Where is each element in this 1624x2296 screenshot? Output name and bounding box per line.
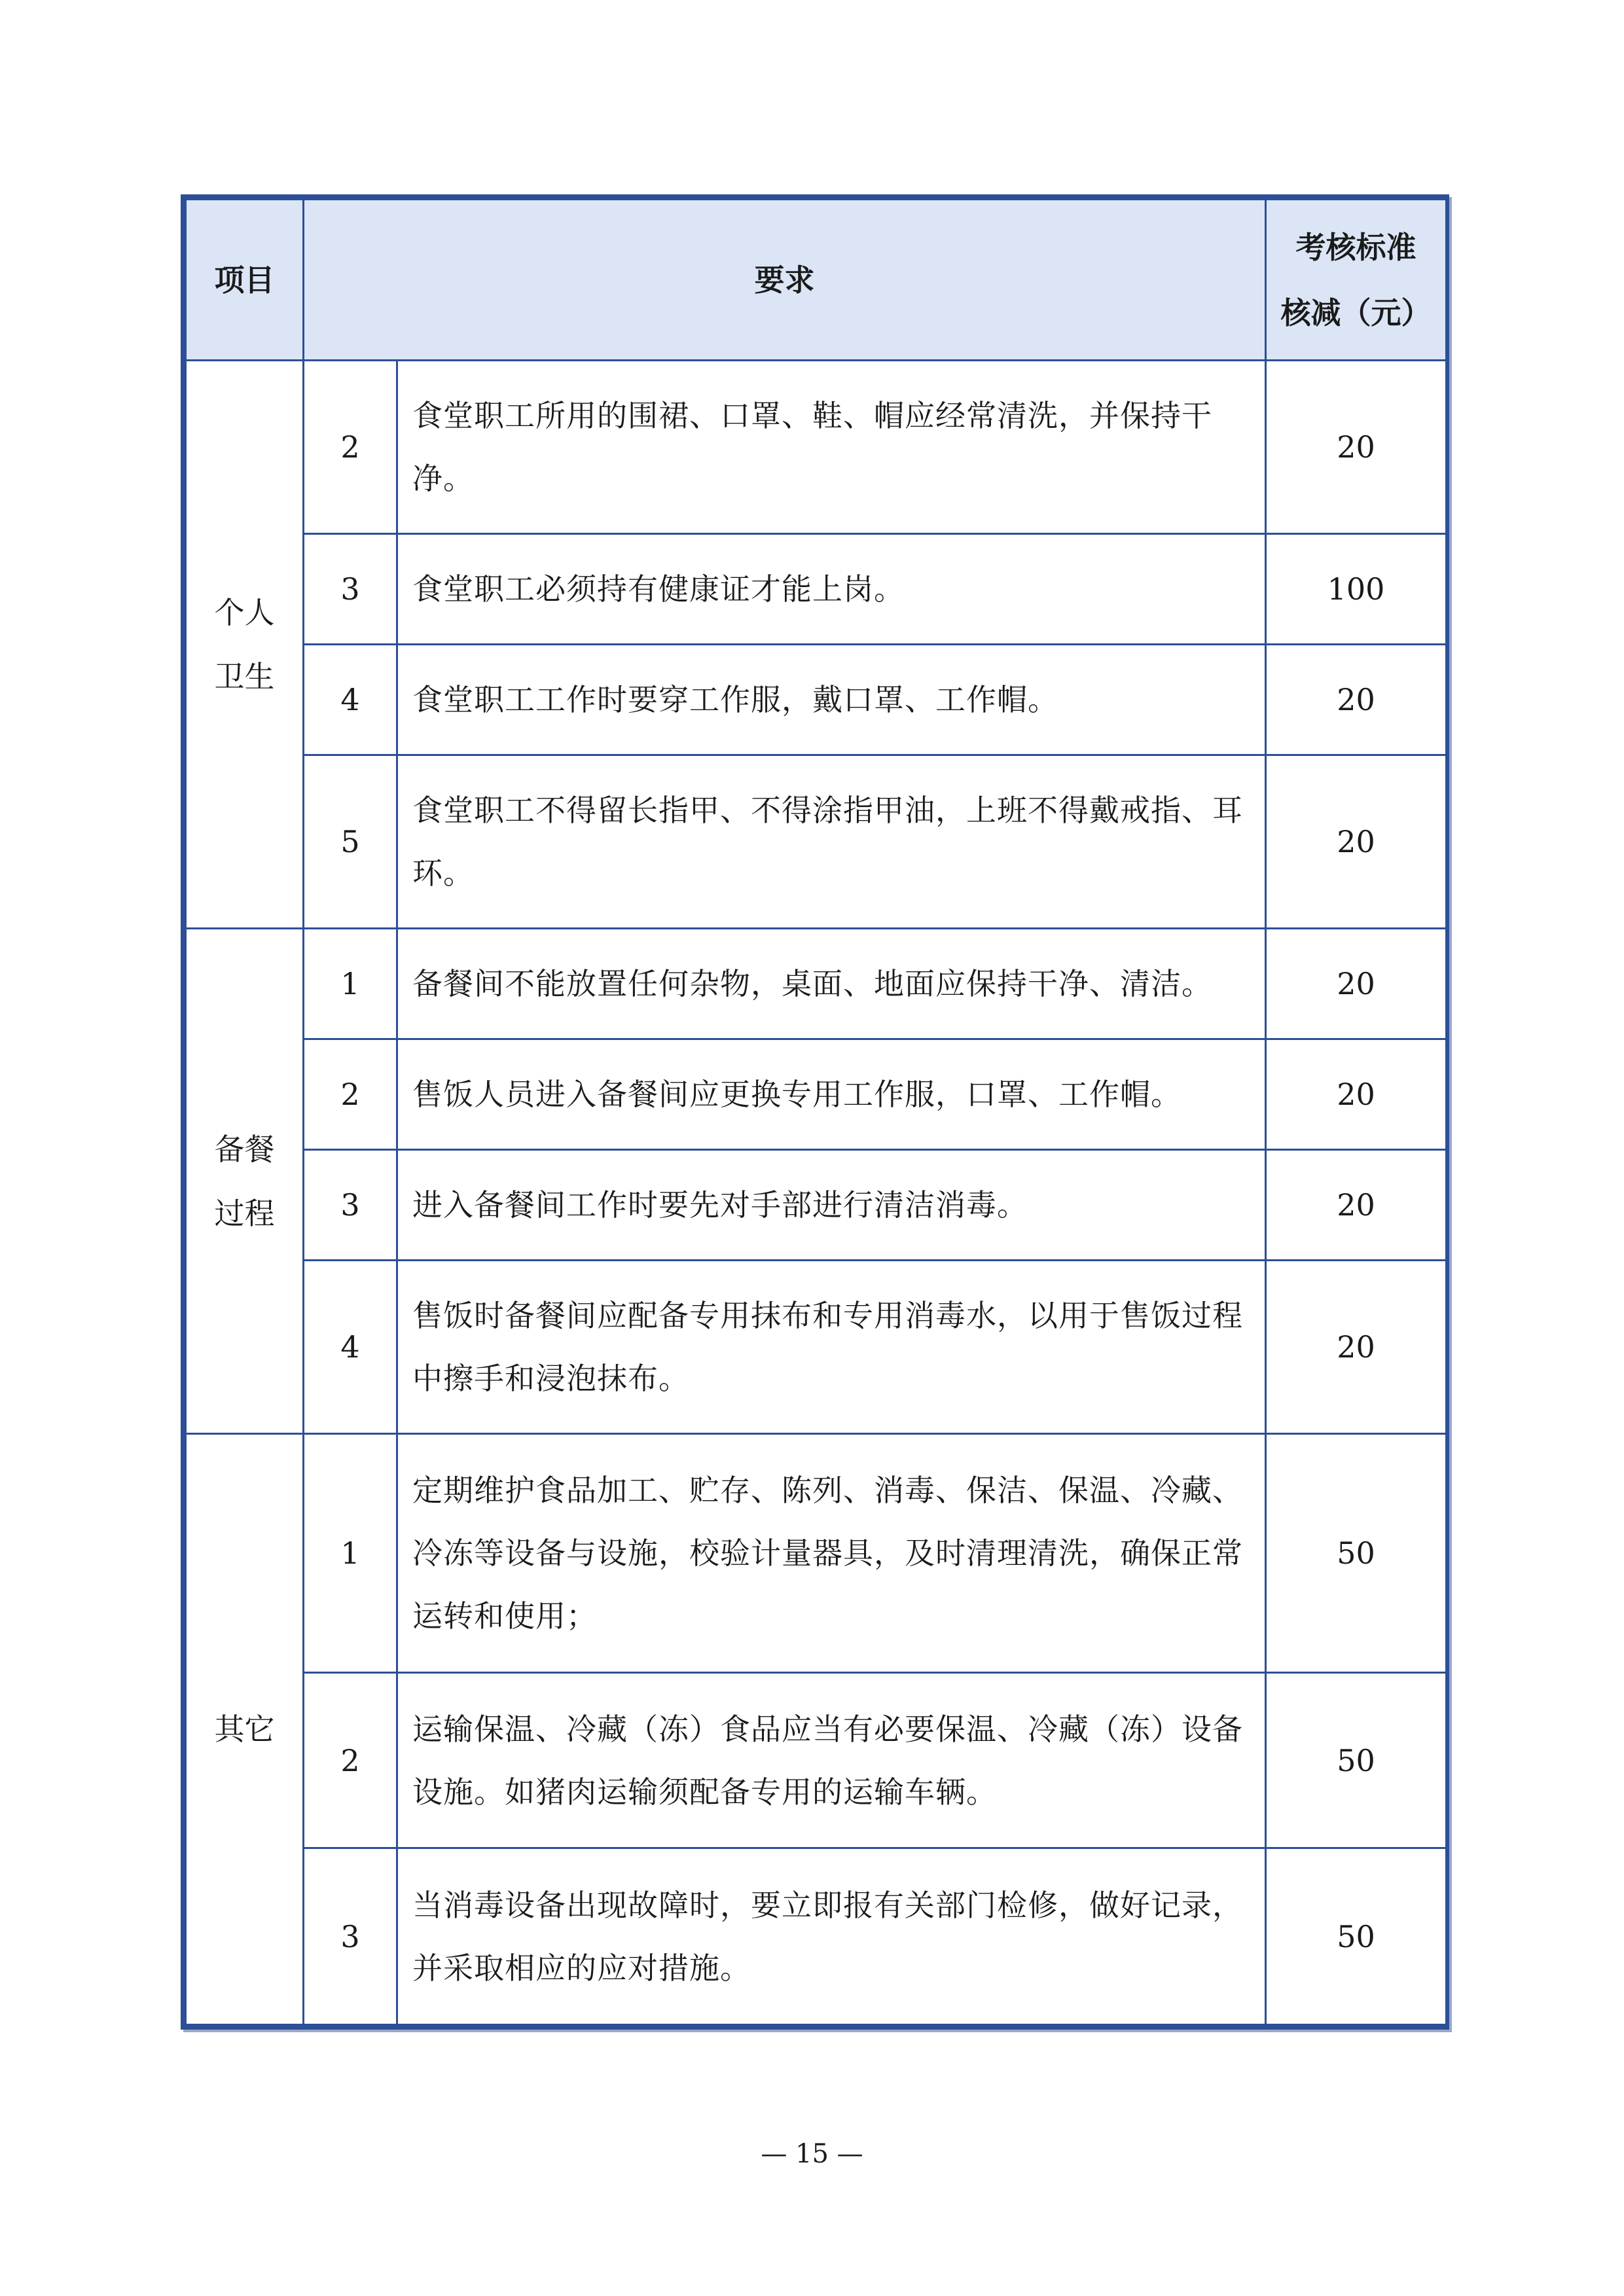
row-number: 4: [304, 645, 397, 755]
row-number: 2: [304, 1039, 397, 1150]
requirement-text: 售饭人员进入备餐间应更换专用工作服，口罩、工作帽。: [397, 1039, 1266, 1150]
score-value: 20: [1266, 1150, 1447, 1261]
header-score-line2: 核减（元）: [1280, 295, 1432, 331]
header-project: 项目: [186, 200, 304, 361]
row-number: 5: [304, 755, 397, 929]
row-number: 4: [304, 1261, 397, 1434]
requirement-text: 食堂职工所用的围裙、口罩、鞋、帽应经常清洗，并保持干净。: [397, 361, 1266, 534]
score-value: 20: [1266, 929, 1447, 1039]
row-number: 1: [304, 929, 397, 1039]
score-value: 50: [1266, 1434, 1447, 1673]
table-row: [186, 1039, 1447, 1150]
category-cell: [186, 929, 304, 1434]
table-row: [186, 645, 1447, 755]
requirement-text: 运输保温、冷藏（冻）食品应当有必要保温、冷藏（冻）设备设施。如猪肉运输须配备专用的运输车辆。: [397, 1673, 1266, 1848]
category-label: 备餐过程: [214, 1131, 275, 1231]
score-value: 20: [1266, 361, 1447, 534]
score-value: 50: [1266, 1848, 1447, 2025]
score-value: 20: [1266, 1261, 1447, 1434]
category-cell: [186, 361, 304, 929]
row-number: 1: [304, 1434, 397, 1673]
header-score-line1: 考核标准: [1295, 229, 1416, 265]
row-number: 2: [304, 1673, 397, 1848]
table-row: [186, 929, 1447, 1039]
table-row: [186, 1848, 1447, 2025]
score-value: 20: [1266, 755, 1447, 929]
header-row: [186, 200, 1447, 361]
page-number: — 15 —: [761, 2139, 863, 2169]
requirement-text: 售饭时备餐间应配备专用抹布和专用消毒水，以用于售饭过程中擦手和浸泡抹布。: [397, 1261, 1266, 1434]
requirement-text: 食堂职工不得留长指甲、不得涂指甲油，上班不得戴戒指、耳环。: [397, 755, 1266, 929]
requirement-text: 食堂职工必须持有健康证才能上岗。: [397, 534, 1266, 645]
requirement-text: 当消毒设备出现故障时，要立即报有关部门检修，做好记录，并采取相应的应对措施。: [397, 1848, 1266, 2025]
row-number: 2: [304, 361, 397, 534]
header-requirement: 要求: [304, 200, 1266, 361]
requirement-text: 备餐间不能放置任何杂物，桌面、地面应保持干净、清洁。: [397, 929, 1266, 1039]
table-row: [186, 755, 1447, 929]
score-value: 50: [1266, 1673, 1447, 1848]
table-row: [186, 1261, 1447, 1434]
assessment-table-grid: [185, 198, 1447, 2026]
table-row: [186, 361, 1447, 534]
table-row: [186, 1434, 1447, 1673]
row-number: 3: [304, 534, 397, 645]
category-label: 个人卫生: [214, 594, 275, 694]
table-row: [186, 534, 1447, 645]
requirement-text: 食堂职工工作时要穿工作服，戴口罩、工作帽。: [397, 645, 1266, 755]
row-number: 3: [304, 1848, 397, 2025]
score-value: 20: [1266, 645, 1447, 755]
table-row: [186, 1150, 1447, 1261]
assessment-table: [181, 194, 1449, 2030]
category-label: 其它: [214, 1712, 275, 1747]
category-cell: [186, 1434, 304, 2025]
requirement-text: 进入备餐间工作时要先对手部进行清洁消毒。: [397, 1150, 1266, 1261]
row-number: 3: [304, 1150, 397, 1261]
header-score: [1266, 200, 1447, 361]
score-value: 20: [1266, 1039, 1447, 1150]
table-row: [186, 1673, 1447, 1848]
score-value: 100: [1266, 534, 1447, 645]
requirement-text: 定期维护食品加工、贮存、陈列、消毒、保洁、保温、冷藏、冷冻等设备与设施，校验计量器具，及时清理清洗，确保正常运转和使用；: [397, 1434, 1266, 1673]
